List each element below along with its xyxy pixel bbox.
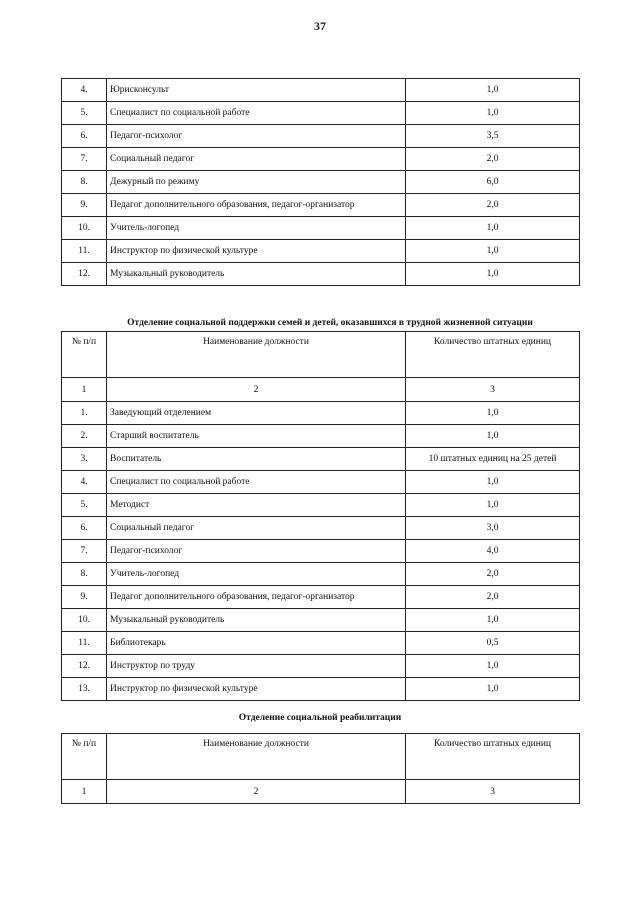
staff-table-body <box>62 79 580 286</box>
section-title-rehabilitation: Отделение социальной реабилитации <box>238 713 402 723</box>
table-row <box>62 217 580 240</box>
column-number: 1 <box>62 780 107 804</box>
row-number: 8. <box>62 563 107 586</box>
position-name: Социальный педагог <box>107 148 406 171</box>
staff-count: 1,0 <box>406 79 580 102</box>
row-number: 4. <box>62 471 107 494</box>
staff-count: 1,0 <box>406 471 580 494</box>
staff-count: 4,0 <box>406 540 580 563</box>
column-number: 2 <box>107 780 406 804</box>
table-row <box>62 678 580 701</box>
header-count: Количество штатных единиц <box>406 332 580 378</box>
column-number: 1 <box>62 378 107 402</box>
table-row <box>62 194 580 217</box>
table-row <box>62 402 580 425</box>
table-row <box>62 609 580 632</box>
position-name: Инструктор по физической культуре <box>107 240 406 263</box>
table-row <box>62 632 580 655</box>
table-row <box>62 79 580 102</box>
table-header-row <box>62 332 580 378</box>
staff-count: 0,5 <box>406 632 580 655</box>
staff-table-rehabilitation <box>61 733 580 804</box>
row-number: 3. <box>62 448 107 471</box>
column-number-row <box>62 780 580 804</box>
position-name: Педагог-психолог <box>107 125 406 148</box>
staff-table-body <box>62 332 580 701</box>
staff-count: 1,0 <box>406 240 580 263</box>
row-number: 13. <box>62 678 107 701</box>
row-number: 6. <box>62 517 107 540</box>
table-row <box>62 102 580 125</box>
staff-count: 3,5 <box>406 125 580 148</box>
position-name: Социальный педагог <box>107 517 406 540</box>
position-name: Методист <box>107 494 406 517</box>
table-row <box>62 540 580 563</box>
staff-table-body <box>62 734 580 804</box>
header-num: № п/п <box>62 332 107 378</box>
row-number: 6. <box>62 125 107 148</box>
row-number: 5. <box>62 494 107 517</box>
staff-count: 2,0 <box>406 148 580 171</box>
table-row <box>62 655 580 678</box>
row-number: 9. <box>62 194 107 217</box>
position-name: Юрисконсульт <box>107 79 406 102</box>
position-name: Педагог дополнительного образования, педагог-организатор <box>107 194 406 217</box>
table-row <box>62 240 580 263</box>
row-number: 10. <box>62 609 107 632</box>
staff-count: 1,0 <box>406 102 580 125</box>
position-name: Библиотекарь <box>107 632 406 655</box>
position-name: Инструктор по труду <box>107 655 406 678</box>
column-number: 3 <box>406 378 580 402</box>
row-number: 12. <box>62 655 107 678</box>
staff-count: 6,0 <box>406 171 580 194</box>
row-number: 8. <box>62 171 107 194</box>
table-row <box>62 563 580 586</box>
position-name: Музыкальный руководитель <box>107 609 406 632</box>
table-row <box>62 586 580 609</box>
staff-count: 1,0 <box>406 402 580 425</box>
section-title-social-support: Отделение социальной поддержки семей и детей, оказавшихся в трудной жизненной ситуации <box>127 318 533 328</box>
staff-table-social-support <box>61 331 580 701</box>
header-position: Наименование должности <box>107 332 406 378</box>
position-name: Учитель-логопед <box>107 563 406 586</box>
staff-count: 2,0 <box>406 586 580 609</box>
staff-count: 1,0 <box>406 494 580 517</box>
row-number: 2. <box>62 425 107 448</box>
table-row <box>62 517 580 540</box>
position-name: Специалист по социальной работе <box>107 102 406 125</box>
row-number: 5. <box>62 102 107 125</box>
staff-count: 1,0 <box>406 263 580 286</box>
position-name: Старший воспитатель <box>107 425 406 448</box>
position-name: Специалист по социальной работе <box>107 471 406 494</box>
row-number: 7. <box>62 148 107 171</box>
staff-count: 10 штатных единиц на 25 детей <box>406 448 580 471</box>
position-name: Дежурный по режиму <box>107 171 406 194</box>
position-name: Педагог дополнительного образования, педагог-организатор <box>107 586 406 609</box>
table-row <box>62 494 580 517</box>
row-number: 12. <box>62 263 107 286</box>
staff-count: 1,0 <box>406 217 580 240</box>
table-row <box>62 171 580 194</box>
row-number: 7. <box>62 540 107 563</box>
position-name: Инструктор по физической культуре <box>107 678 406 701</box>
table-row <box>62 448 580 471</box>
table-row <box>62 263 580 286</box>
header-num: № п/п <box>62 734 107 780</box>
table-row <box>62 471 580 494</box>
page-number: 37 <box>314 19 326 33</box>
row-number: 1. <box>62 402 107 425</box>
row-number: 10. <box>62 217 107 240</box>
staff-count: 1,0 <box>406 425 580 448</box>
staff-count: 1,0 <box>406 655 580 678</box>
table-row <box>62 125 580 148</box>
staff-count: 2,0 <box>406 563 580 586</box>
column-number: 2 <box>107 378 406 402</box>
row-number: 4. <box>62 79 107 102</box>
table-row <box>62 148 580 171</box>
staff-count: 3,0 <box>406 517 580 540</box>
position-name: Заведующий отделением <box>107 402 406 425</box>
position-name: Педагог-психолог <box>107 540 406 563</box>
column-number: 3 <box>406 780 580 804</box>
column-number-row <box>62 378 580 402</box>
row-number: 9. <box>62 586 107 609</box>
staff-count: 1,0 <box>406 609 580 632</box>
staff-count: 2,0 <box>406 194 580 217</box>
row-number: 11. <box>62 632 107 655</box>
position-name: Учитель-логопед <box>107 217 406 240</box>
row-number: 11. <box>62 240 107 263</box>
header-position: Наименование должности <box>107 734 406 780</box>
position-name: Воспитатель <box>107 448 406 471</box>
position-name: Музыкальный руководитель <box>107 263 406 286</box>
staff-count: 1,0 <box>406 678 580 701</box>
staff-table-continued <box>61 78 580 286</box>
table-row <box>62 425 580 448</box>
header-count: Количество штатных единиц <box>406 734 580 780</box>
table-header-row <box>62 734 580 780</box>
